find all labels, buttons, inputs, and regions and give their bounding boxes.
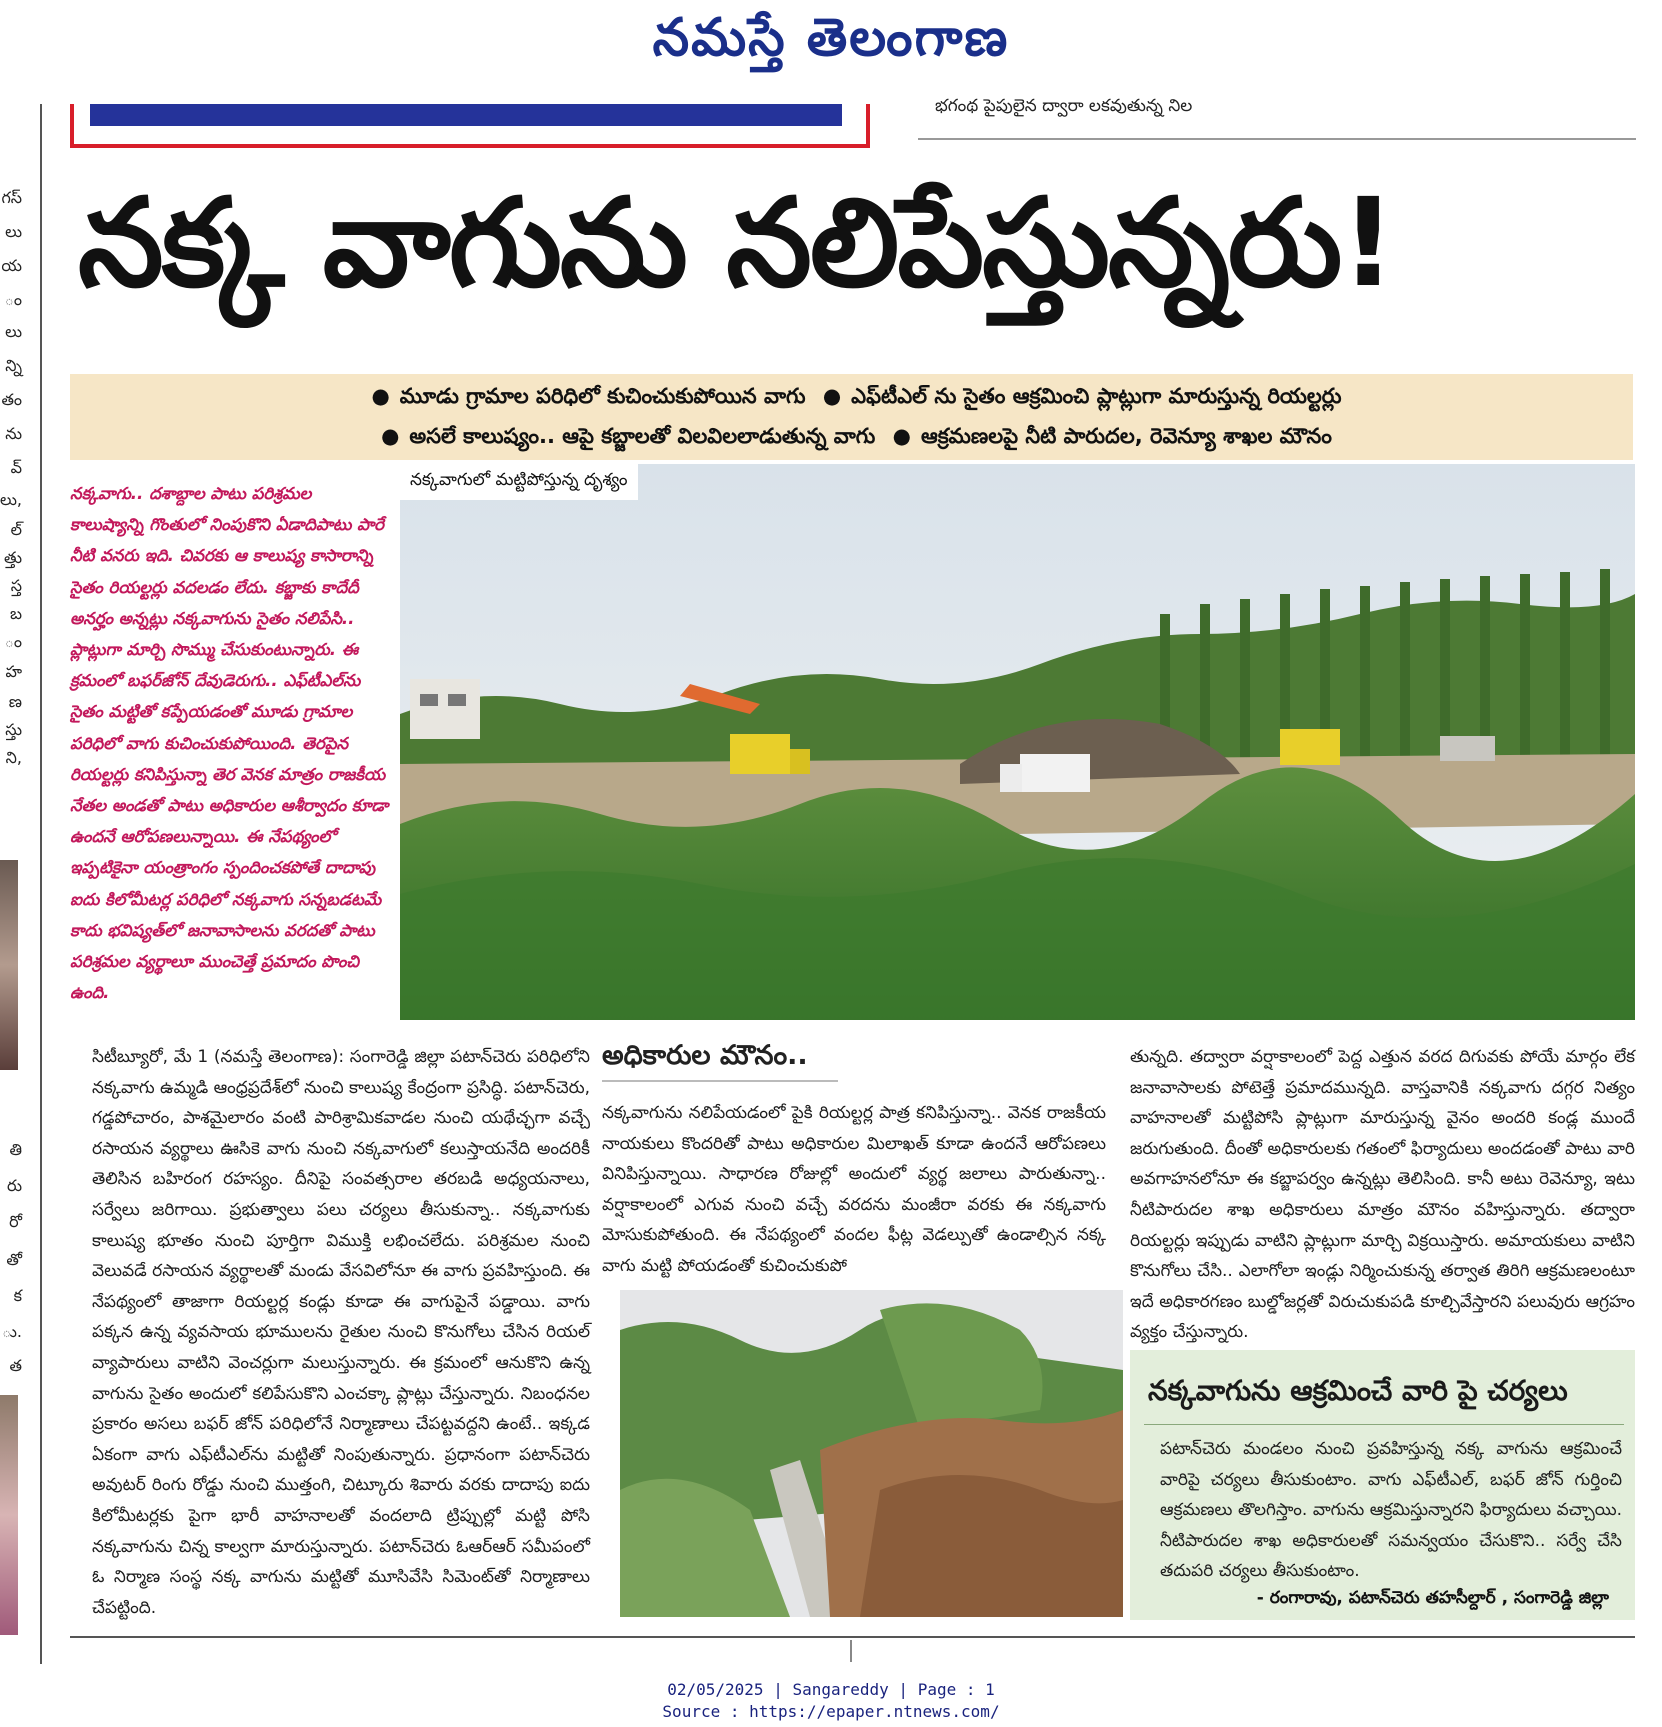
left-margin-fragment: త [9,1356,22,1375]
left-margin-fragment: హ [5,662,22,681]
left-margin-fragment: య [1,256,22,275]
left-margin-fragment: లు [5,322,22,341]
bottom-divider [850,1640,852,1662]
deck-line-2: ● అసలే కాలుష్యం.. ఆపై కబ్జాలతో విలవిలలాడుతున్న వాగు ● ఆక్రమణలపై నీటి పారుదల, రెవెన్యూ శాఖల మౌనం [381,424,1332,448]
left-margin-fragment: ను [5,424,22,443]
intro-paragraph: నక్కవాగు.. దశాబ్దాల పాటు పరిశ్రమల కాలుష్యాన్ని గొంతులో నింపుకొని ఏడాదిపాటు పారే నీటి వనరు ఇది. చివరకు ఆ కాలుష్య కాసారాన్ని సైతం రియల్టర్లు వదలడం లేదు. కబ్జాకు కాదేదీ అనర్హం అన్నట్లు నక్కవాగును సైతం నలిపేసి.. ప్లాట్లుగా మార్చి సొమ్ము చేసుకుంటున్నారు. ఈ క్రమంలో బఫర్‌జోన్‌ దేవుడెరుగు.. ఎఫ్‌టీఎల్‌ను సైతం మట్టితో కప్పేయడంతో మూడు గ్రామాల పరిధిలో వాగు కుచించుకుపోయింది. తెరపైన రియల్టర్లు కనిపిస్తున్నా తెర వెనక మాత్రం రాజకీయ నేతల అండతో పాటు అధికారుల ఆశీర్వాదం కూడా ఉందనే ఆరోపణలున్నాయి. ఈ నేపథ్యంలో ఇప్పటికైనా యంత్రాంగం స్పందించకపోతే దాదాపు ఐదు కిలోమీటర్ల పరిధిలో నక్కవాగు సన్నబడటమే కాదు భవిష్యత్‌లో జనావాసాలను వరదతో పాటు పరిశ్రమల వ్యర్థాలూ ముంచెత్తే ప్రమాదం పొంచి ఉంది. [70,484,389,1003]
left-margin-fragment: ం [4,290,22,309]
deck-point: ఆక్రమణలపై నీటి పారుదల, రెవెన్యూ శాఖల మౌనం [920,424,1332,448]
top-ad-band [90,104,842,126]
body-column-2: నక్కవాగును నలిపేయడంలో పైకి రియల్టర్ల పాత్ర కనిపిస్తున్నా.. వెనక రాజకీయ నాయకులు కొందరితో పాటు అధికారుల మిలాఖత్‌ కూడా ఉందనే ఆరోపణలు వినిపిస్తున్నాయి. సాధారణ రోజుల్లో అందులో వ్యర్థ జలాలు పారుతున్నా.. వర్షాకాలంలో ఎగువ నుంచి వచ్చే వరదను మంజీరా వరకు ఈ నక్కవాగు మోసుకుపోతుంది. ఈ నేపథ్యంలో వందల ఫీట్ల వెడల్పుతో ఉండాల్సిన నక్క వాగు మట్టి పోయడంతో కుచించుకుపో [602,1103,1106,1276]
masthead-logo: నమస్తే తెలంగాణ [652,8,1010,68]
body-column-1: సిటీబ్యూరో, మే 1 (నమస్తే తెలంగాణ): సంగారెడ్డి జిల్లా పటాన్‌చెరు పరిధిలోని నక్కవాగు ఉమ్మడి ఆంధ్రప్రదేశ్‌లో నుంచి కాలుష్య కేంద్రంగా ప్రసిద్ధి. పటాన్‌చెరు, గడ్డపోచారం, పాశమైలారం వంటి పారిశ్రామికవాడల నుంచి యథేచ్ఛగా వచ్చే రసాయన వ్యర్థాలు ఊసికె వాగు నుంచి నక్కవాగులో కలుస్తాయనేది అందరికీ తెలిసిన బహిరంగ రహస్యం. దీనిపై సంవత్సరాల తరబడి అధ్యయనాలు, సర్వేలు జరిగాయి. ప్రభుత్వాలు పలు చర్యలు తీసుకున్నా.. నక్కవాగుకు కాలుష్య భూతం నుంచి పూర్తిగా విముక్తి లభించలేదు. పరిశ్రమల నుంచి వెలువడే రసాయన వ్యర్థాలతో మండు వేసవిలోనూ ఈ వాగు ప్రవహిస్తుంది. ఈ నేపథ్యంలో తాజాగా రియల్టర్ల కండ్లు కూడా ఈ వాగుపైనే పడ్డాయి. వాగు పక్కన ఉన్న వ్యవసాయ భూములను రైతుల నుంచి కొనుగోలు చేసిన రియల్‌ వ్యాపారులు వాటిని వెంచర్లుగా మలుస్తున్నారు. ఈ క్రమంలో ఆనుకొని ఉన్న వాగును సైతం అందులో కలిపేసుకొని ఎంచక్కా ప్లాట్లు చేస్తున్నారు. నిబంధనల ప్రకారం అసలు బఫర్‌ జోన్‌ పరిధిలోనే నిర్మాణాలు చేపట్టవద్దని ఉంటే.. ఇక్కడ ఏకంగా వాగు ఎఫ్‌టీఎల్‌ను మట్టితో నింపుతున్నారు. ప్రధానంగా పటాన్‌చెరు అవుటర్‌ రింగు రోడ్డు నుంచి ముత్తంగి, చిట్కూరు శివారు వరకు దాదాపు ఐదు కిలోమీటర్లకు పైగా భారీ వాహనాలతో వందలాది ట్రిప్పుల్లో మట్టి పోసి నక్కవాగును చిన్న కాల్వగా మారుస్తున్నారు. పటాన్‌చెరు ఓఆర్‌ఆర్‌ సమీపంలో ఓ నిర్మాణ సంస్థ నక్క వాగును మట్టితో మూసివేసి సిమెంట్‌తో నిర్మాణాలు చేపట్టింది. [92,1047,590,1618]
footer-source-link[interactable]: Source : https://epaper.ntnews.com/ [662,1702,1000,1721]
quote-rule [1144,1424,1624,1425]
deck-point: మూడు గ్రామాల పరిధిలో కుచించుకుపోయిన వాగు [399,384,806,408]
left-margin-fragment: ల్ [10,520,22,539]
left-margin-fragment: లు, [0,490,22,509]
left-column-rule [40,104,42,1664]
quote-attribution: - రంగారావు, పటాన్‌చెరు తహసీల్దార్‌ , సంగారెడ్డి జిల్లా [1256,1588,1609,1608]
quote-body: పటాన్‌చెరు మండలం నుంచి ప్రవహిస్తున్న నక్క వాగును ఆక్రమించే వారిపై చర్యలు తీసుకుంటాం. వాగు ఎఫ్‌టీఎల్‌, బఫర్‌ జోన్‌ గుర్తించి ఆక్రమణలు తొలగిస్తాం. వాగును ఆక్రమిస్తున్నారని ఫిర్యాదులు వచ్చాయి. నీటిపారుదల శాఖ అధికారులతో సమన్వయం చేసుకొని.. సర్వే చేసి తదుపరి చర్యలు తీసుకుంటాం. [1160,1439,1622,1582]
body-column-3: తున్నది. తద్వారా వర్షాకాలంలో పెద్ద ఎత్తున వరద దిగువకు పోయే మార్గం లేక జనావాసాలకు పోటెత్తే ప్రమాదమున్నది. వాస్తవానికి నక్కవాగు దగ్గర నిత్యం వాహనాలతో మట్టిపోసి ప్లాట్లుగా మారుస్తున్న వైనం అందరి కండ్ల ముందే జరుగుతుంది. దీంతో అధికారులకు గతంలో ఫిర్యాదులు అందడంతో పాటు వారి అవగాహనలోనూ ఈ కబ్జాపర్వం ఉన్నట్లు తెలిసింది. కానీ అటు రెవెన్యూ, ఇటు నీటిపారుదల శాఖ అధికారులు మాత్రం మౌనం వహిస్తున్నారు. తద్వారా రియల్టర్లు ఇప్పుడు వాటిని ప్లాట్లుగా మార్చి విక్రయిస్తారు. అమాయకులు వాటిని కొనుగోలు చేసి.. ఎలాగోలా ఇండ్లు నిర్మించుకున్న తర్వాత తిరిగి ఆక్రమణలంటూ ఇదే అధికారగణం బుల్డోజర్లతో విరుచుకుపడి కూల్చివేస్తారని పలువురు ఆగ్రహం వ్యక్తం చేస్తున్నారు. [1130,1047,1635,1343]
left-margin-fragment: తో [6,1250,22,1269]
left-margin-fragment: బ [9,604,22,623]
official-quote-box [1130,1350,1635,1620]
left-margin-fragment: తి [9,1140,22,1159]
deck-point: ఎఫ్‌టీఎల్‌ ను సైతం ఆక్రమించి ప్లాట్లుగా మారుస్తున్న రియల్టర్లు [851,384,1342,408]
left-margin-fragment: ం [4,632,22,651]
left-margin-fragment: ణ [8,692,22,711]
headline: నక్క వాగును నలిపేస్తున్నరు! [78,172,1394,314]
top-strip-text: భగంథ పైపులైన ద్వారా లకవుతున్న నిల [935,96,1193,116]
left-margin-fragment: ు. [2,1322,22,1341]
left-margin-fragment: స్తు [5,720,22,739]
left-margin-fragment: ని, [5,748,22,767]
left-margin-fragment: క [13,1286,22,1305]
left-margin-fragment: త్తు [4,548,22,567]
left-margin-fragment: రు [6,1176,22,1195]
left-margin-fragment: తం [1,390,22,409]
left-margin-fragment: లు [5,222,22,241]
main-photo [400,464,1635,1020]
left-photo-fragment-2 [0,1395,18,1635]
footer-date-edition: 02/05/2025 | Sangareddy | Page : 1 [667,1680,995,1699]
left-margin-fragment: న్ని [5,356,22,375]
left-margin-fragment: వ్ [10,458,22,477]
deck-point: అసలే కాలుష్యం.. ఆపై కబ్జాలతో విలవిలలాడుతున్న వాగు [409,424,876,448]
bottom-rule [70,1636,1635,1638]
left-margin-fragment: స్త [10,576,22,595]
left-photo-fragment [0,860,18,1070]
subheading-rule [602,1080,838,1082]
photo-caption: నక్కవాగులో మట్టిపోస్తున్న దృశ్యం [400,464,638,500]
left-margin-fragment: గస్ [1,188,22,207]
deck-line-1: ● మూడు గ్రామాల పరిధిలో కుచించుకుపోయిన వాగు ● ఎఫ్‌టీఎల్‌ ను సైతం ఆక్రమించి ప్లాట్లుగా మారుస్తున్న రియల్టర్లు [371,384,1342,408]
left-margin-fragment: రో [9,1212,22,1231]
subheading: అధికారుల మౌనం.. [602,1040,808,1071]
top-strip-rule [918,138,1636,140]
secondary-photo [620,1290,1123,1617]
quote-title: నక్కవాగును ఆక్రమించే వారి పై చర్యలు [1148,1374,1568,1407]
deck-box [70,374,1633,460]
